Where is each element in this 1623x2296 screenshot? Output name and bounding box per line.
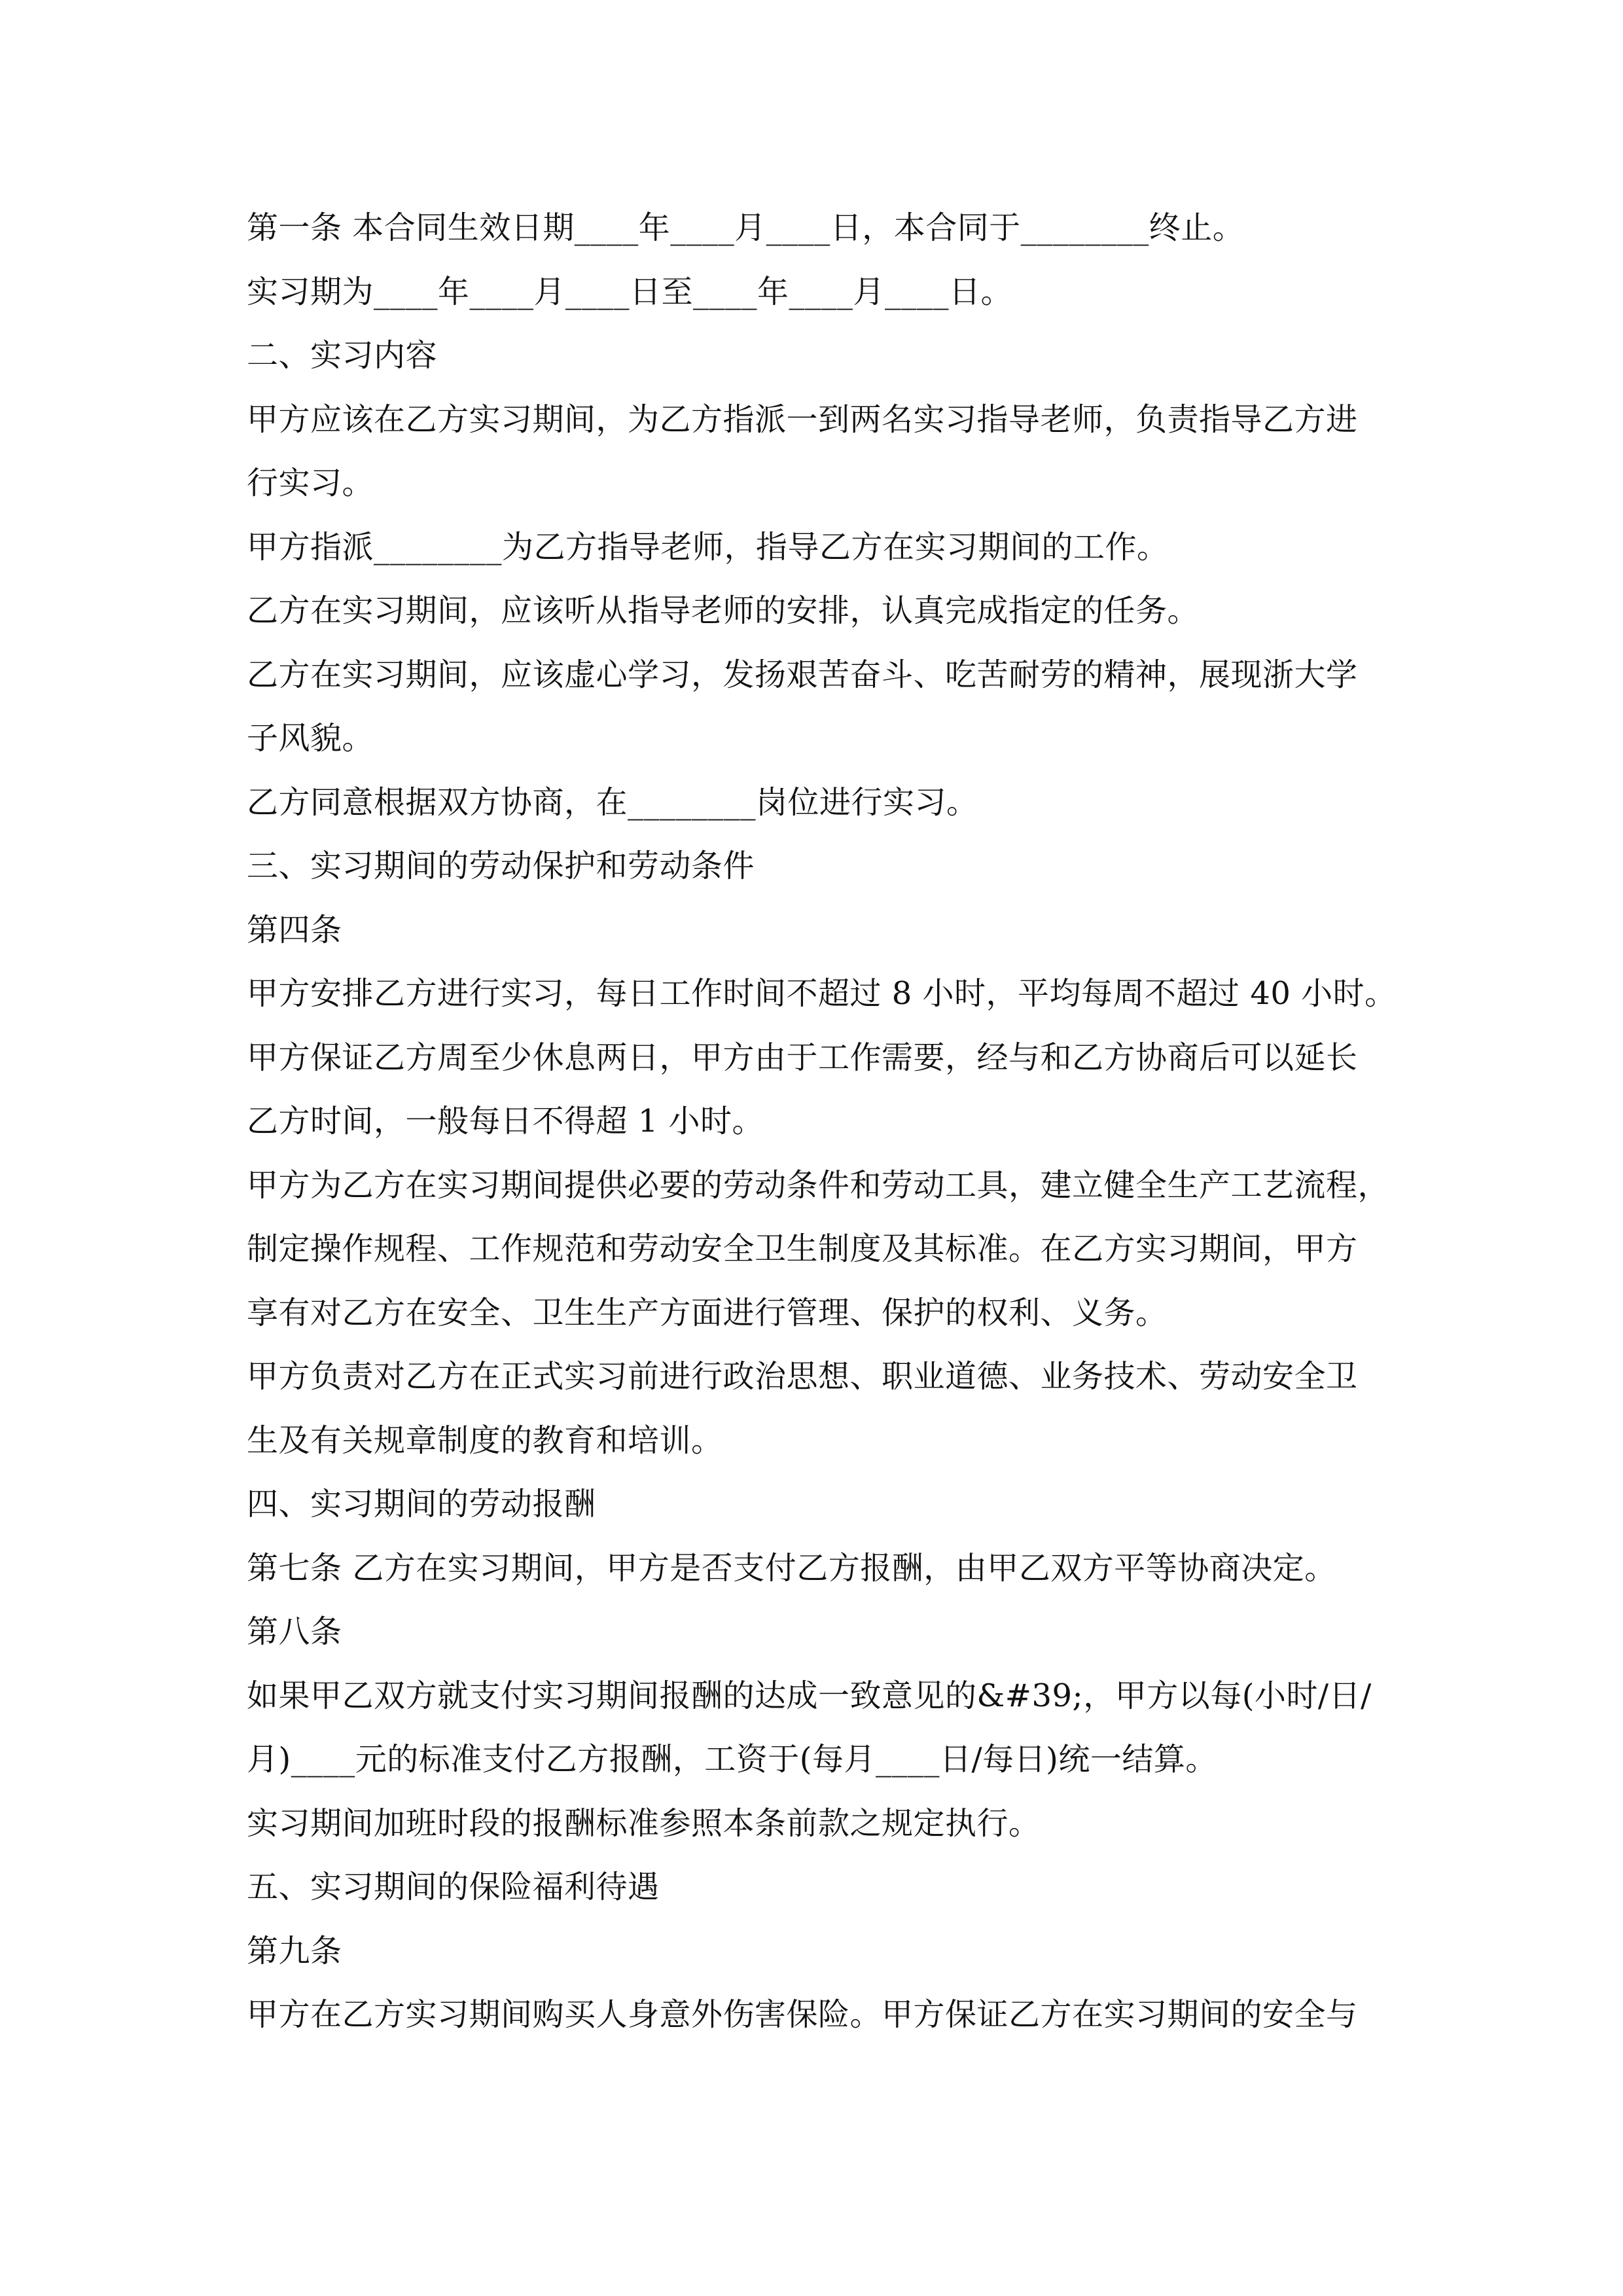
paragraph-line: 子风貌。 [247,720,374,757]
section-heading-2: 二、实习内容 [247,337,438,374]
section-heading-3: 三、实习期间的劳动保护和劳动条件 [247,848,755,884]
document-body [247,196,1399,2047]
paragraph-line: 实习期间加班时段的报酬标准参照本条前款之规定执行。 [247,1804,1041,1842]
paragraph-line: 乙方同意根据双方协商，在________岗位进行实习。 [247,783,978,821]
paragraph-line: 甲方应该在乙方实习期间，为乙方指派一到两名实习指导老师，负责指导乙方进 [247,401,1358,438]
paragraph-line: 甲方指派________为乙方指导老师，指导乙方在实习期间的工作。 [247,528,1169,565]
article-heading-4: 第四条 [247,911,342,948]
clause-1-effective-date: 第一条 本合同生效日期____年____月____日，本合同于________终止。 [247,209,1245,246]
paragraph-line: 享有对乙方在安全、卫生生产方面进行管理、保护的权利、义务。 [247,1294,1168,1331]
paragraph-line: 乙方在实习期间，应该听从指导老师的安排，认真完成指定的任务。 [247,592,1200,629]
paragraph-line: 甲方负责对乙方在正式实习前进行政治思想、职业道德、业务技术、劳动安全卫 [247,1358,1358,1395]
section-heading-4: 四、实习期间的劳动报酬 [247,1486,596,1522]
article-heading-8: 第八条 [247,1613,342,1650]
paragraph-line: 甲方保证乙方周至少休息两日，甲方由于工作需要，经与和乙方协商后可以延长 [247,1039,1358,1076]
internship-period-line: 实习期为____年____月____日至____年____月____日。 [247,273,1013,310]
paragraph-line: 行实习。 [247,465,374,501]
paragraph-line: 乙方时间，一般每日不得超 1 小时。 [247,1103,764,1139]
clause-7-line: 第七条 乙方在实习期间，甲方是否支付乙方报酬，由甲乙双方平等协商决定。 [247,1549,1336,1587]
paragraph-line: 生及有关规章制度的教育和培训。 [247,1422,723,1459]
section-heading-5: 五、实习期间的保险福利待遇 [247,1869,660,1905]
paragraph-line: 甲方为乙方在实习期间提供必要的劳动条件和劳动工具，建立健全生产工艺流程， [247,1166,1390,1204]
paragraph-line: 甲方在乙方实习期间购买人身意外伤害保险。甲方保证乙方在实习期间的安全与 [247,1996,1358,2033]
paragraph-line: 甲方安排乙方进行实习，每日工作时间不超过 8 小时，平均每周不超过 40 小时。 [247,975,1397,1012]
paragraph-line: 乙方在实习期间，应该虚心学习，发扬艰苦奋斗、吃苦耐劳的精神，展现浙大学 [247,656,1358,693]
paragraph-line: 月)____元的标准支付乙方报酬，工资于(每月____日/每日)统一结算。 [247,1741,1217,1778]
article-heading-9: 第九条 [247,1932,342,1969]
paragraph-line: 制定操作规程、工作规范和劳动安全卫生制度及其标准。在乙方实习期间，甲方 [247,1230,1358,1267]
paragraph-line: 如果甲乙双方就支付实习期间报酬的达成一致意见的&#39;，甲方以每(小时/日/ [247,1677,1372,1714]
